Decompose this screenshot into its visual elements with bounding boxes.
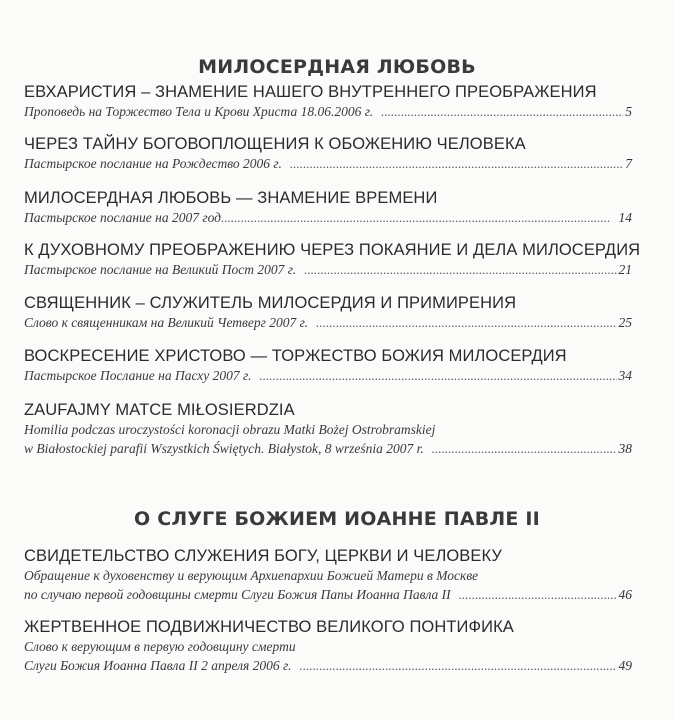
dot-leader — [290, 154, 623, 173]
page-number: 34 — [618, 368, 632, 383]
entry-subtitle: Пастырское Послание на Пасху 2007 г. — [24, 368, 252, 383]
page-number: 14 — [618, 210, 632, 225]
toc-entry — [24, 617, 632, 675]
entry-title: ZAUFAJMY MATCE MIŁOSIERDZIA — [24, 401, 295, 419]
toc-entry — [24, 188, 632, 227]
entry-subtitle: Пастырское послание на Рождество 2006 г. — [24, 156, 282, 171]
entry-subtitle: по случаю первой годовщины смерти Слуги Божия Папы Иоанна Павла II — [24, 587, 451, 602]
entry-title: ВОСКРЕСЕНИЕ ХРИСТОВО — ТОРЖЕСТВО БОЖИЯ МИЛОСЕРДИЯ — [24, 347, 567, 365]
entry-subtitle: Слуги Божия Иоанна Павла II 2 апреля 2006 г. — [24, 658, 292, 673]
toc-entry — [24, 82, 632, 121]
toc-entry — [24, 293, 632, 332]
dot-leader — [259, 366, 616, 385]
page-number: 21 — [618, 262, 632, 277]
entry-title: СВИДЕТЕЛЬСТВО СЛУЖЕНИЯ БОГУ, ЦЕРКВИ И ЧЕЛОВЕКУ — [24, 547, 502, 565]
entry-title: ЧЕРЕЗ ТАЙНУ БОГОВОПЛОЩЕНИЯ К ОБОЖЕНИЮ ЧЕЛОВЕКА — [24, 135, 526, 153]
toc-entry — [24, 400, 632, 458]
page-number: 25 — [618, 315, 632, 330]
dot-leader — [316, 313, 616, 332]
entry-title: ЕВХАРИСТИЯ – ЗНАМЕНИЕ НАШЕГО ВНУТРЕННЕГО ПРЕОБРАЖЕНИЯ — [24, 83, 597, 101]
dot-leader — [459, 585, 617, 604]
page-number: 38 — [618, 441, 632, 456]
entry-title: ЖЕРТВЕННОЕ ПОДВИЖНИЧЕСТВО ВЕЛИКОГО ПОНТИФИКА — [24, 618, 514, 636]
page-number: 49 — [618, 658, 632, 673]
toc-entry — [24, 240, 641, 279]
entry-title: МИЛОСЕРДНАЯ ЛЮБОВЬ — ЗНАМЕНИЕ ВРЕМЕНИ — [24, 189, 438, 207]
page-number: 5 — [625, 104, 632, 119]
toc-entry — [24, 134, 632, 173]
dot-leader — [304, 260, 616, 279]
dot-leader — [221, 208, 616, 227]
section-heading: МИЛОСЕРДНАЯ ЛЮБОВЬ — [198, 56, 476, 78]
entry-subtitle: Homilia podczas uroczystości koronacji obrazu Matki Bożej Ostrobramskiej — [24, 422, 436, 437]
section-heading: О СЛУГЕ БОЖИЕМ ИОАННЕ ПАВЛЕ II — [134, 508, 540, 530]
dot-leader — [381, 102, 623, 121]
dot-leader — [432, 439, 617, 458]
entry-subtitle: w Białostockiej parafii Wszystkich Świętych. Białystok, 8 września 2007 r. — [24, 441, 424, 456]
entry-subtitle: Пастырское послание на Великий Пост 2007 г. — [24, 262, 297, 277]
entry-title: К ДУХОВНОМУ ПРЕОБРАЖЕНИЮ ЧЕРЕЗ ПОКАЯНИЕ И ДЕЛА МИЛОСЕРДИЯ — [24, 241, 641, 259]
entry-subtitle: Обращение к духовенству и верующим Архиепархии Божией Матери в Москве — [24, 568, 479, 583]
dot-leader — [300, 656, 617, 675]
entry-subtitle: Пастырское послание на 2007 год — [24, 210, 222, 225]
toc-entry — [24, 346, 632, 385]
entry-subtitle: Проповедь на Торжество Тела и Крови Христа 18.06.2006 г. — [24, 104, 374, 119]
entry-title: СВЯЩЕННИК – СЛУЖИТЕЛЬ МИЛОСЕРДИЯ И ПРИМИРЕНИЯ — [24, 294, 517, 312]
entry-subtitle: Слово к верующим в первую годовщину смерти — [24, 639, 296, 654]
page-number: 46 — [618, 587, 632, 602]
entry-subtitle: Слово к священникам на Великий Четверг 2007 г. — [24, 315, 309, 330]
toc-entry — [24, 546, 632, 604]
page-number: 7 — [625, 156, 632, 171]
